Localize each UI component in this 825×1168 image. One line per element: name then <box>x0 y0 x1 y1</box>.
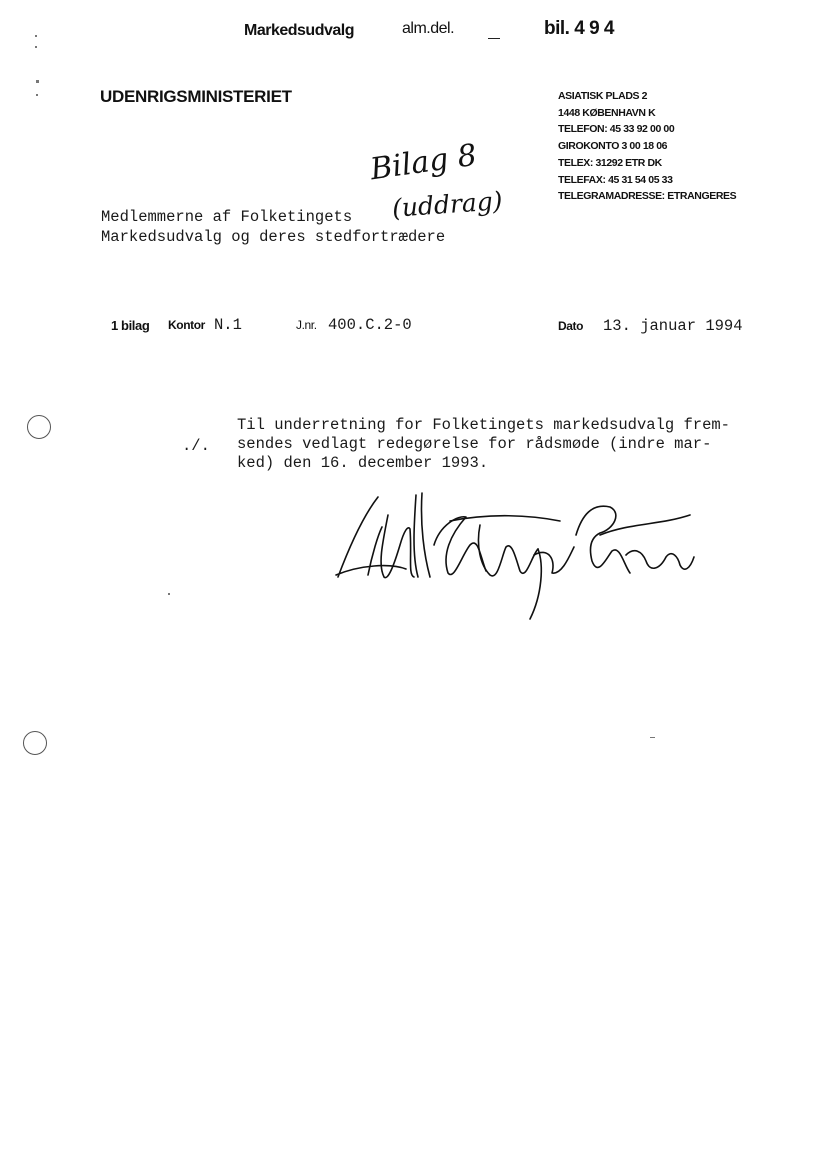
handwritten-bilag-note: Bilag 8 <box>368 137 479 188</box>
sender-address <box>558 88 736 205</box>
jnr-label: J.nr. <box>296 318 317 332</box>
stray-mark <box>168 593 170 595</box>
attachments-label: 1 bilag <box>111 318 150 333</box>
handwritten-excerpt-note: (uddrag) <box>391 186 504 223</box>
address-line: ASIATISK PLADS 2 <box>558 90 648 102</box>
office-label: Kontor <box>168 318 205 332</box>
date-label: Dato <box>558 319 584 333</box>
ministry-name: UDENRIGSMINISTERIET <box>100 87 292 106</box>
address-line: TELEGRAMADRESSE: ETRANGERES <box>558 190 737 203</box>
margin-mark <box>36 80 39 83</box>
address-line: TELEFAX: 45 31 54 05 33 <box>558 173 673 186</box>
address-line: 1448 KØBENHAVN K <box>558 106 656 119</box>
enclosure-marker: ./. <box>182 437 210 455</box>
date-value: 13. januar 1994 <box>603 317 743 335</box>
recipient-line-1: Medlemmerne af Folketingets <box>101 208 353 226</box>
punch-hole <box>27 415 51 439</box>
margin-mark <box>35 35 37 37</box>
margin-mark <box>36 94 38 96</box>
stamp-dash <box>488 38 500 39</box>
margin-mark <box>35 46 37 48</box>
office-value: N.1 <box>214 316 242 334</box>
bilag-number-stamp: bil. 4 9 4 <box>544 18 614 39</box>
body-line-2: sendes vedlagt redegørelse for rådsmøde (indre mar- <box>237 435 712 453</box>
alm-del-stamp: alm.del. <box>402 20 455 37</box>
address-line: TELEX: 31292 ETR DK <box>558 156 662 169</box>
recipient-line-2: Markedsudvalg og deres stedfortrædere <box>101 228 446 246</box>
address-line: GIROKONTO 3 00 18 06 <box>558 140 668 153</box>
body-line-3: ked) den 16. december 1993. <box>237 454 489 472</box>
body-line-1: Til underretning for Folketingets markedsudvalg frem- <box>237 416 730 434</box>
punch-hole <box>23 731 47 755</box>
jnr-value: 400.C.2-0 <box>328 316 412 334</box>
signature <box>330 485 700 625</box>
stray-mark <box>650 737 655 738</box>
committee-stamp: Markedsudvalg <box>244 22 354 39</box>
address-line: TELEFON: 45 33 92 00 00 <box>558 123 675 136</box>
